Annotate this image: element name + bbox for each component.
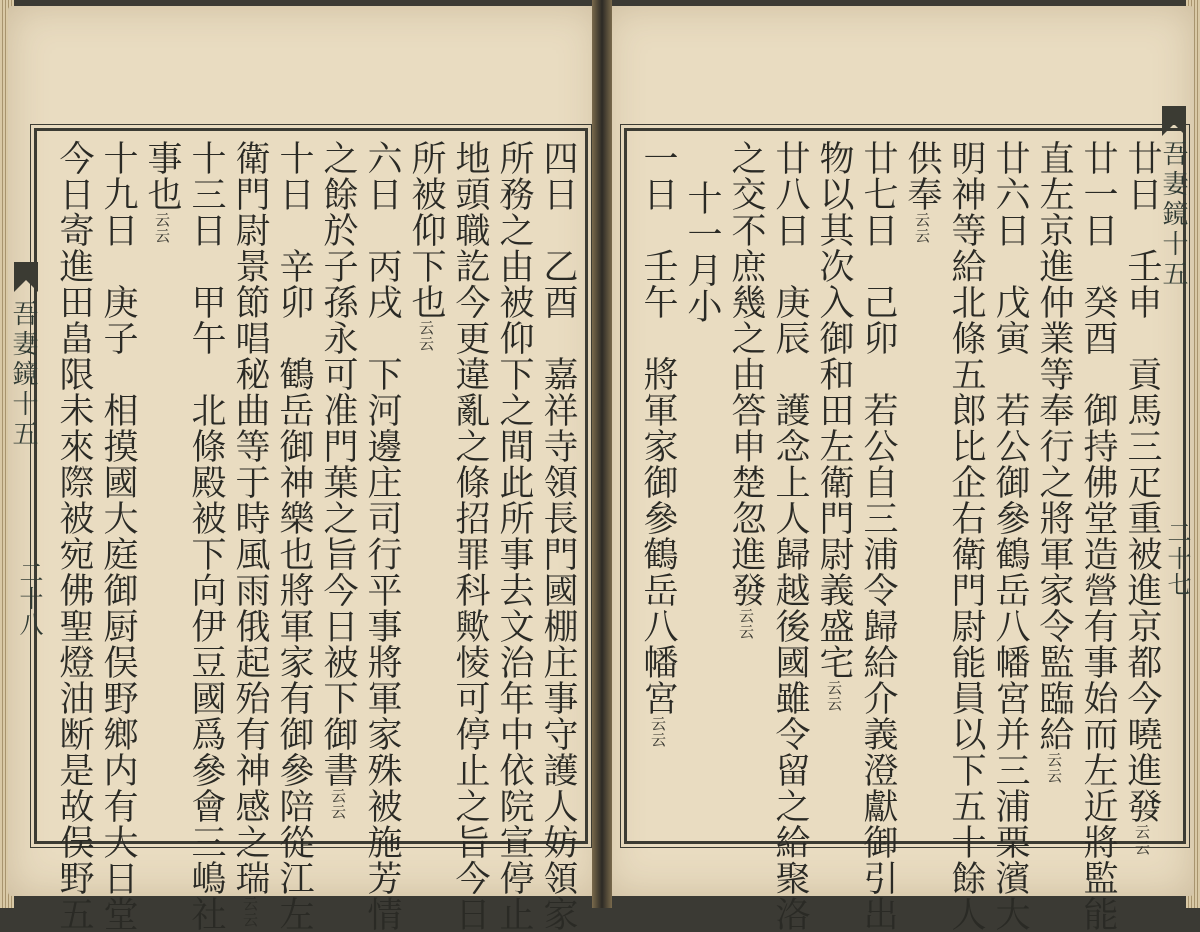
right-column-11: 十一月小 [682, 180, 722, 324]
annotation-note: 云云 [1045, 752, 1063, 784]
left-column-12: 今日寄進田畠限未來際被宛佛聖燈油断是故俣野五 [54, 140, 94, 932]
annotation-note: 云云 [241, 896, 259, 928]
left-column-5: 六日 丙戌 下河邊庄司行平事將軍家殊被施芳情 [362, 140, 402, 932]
right-margin-title: 吾妻鏡十五 [1158, 140, 1188, 290]
annotation-note: 云云 [913, 212, 931, 244]
annotation-note: 云云 [329, 788, 347, 820]
left-column-9: 十三日 甲午 北條殿被下向伊豆國爲參會三嶋社 [186, 140, 226, 932]
annotation-note: 云云 [737, 608, 755, 640]
right-page-number: 二十七 [1163, 520, 1191, 598]
left-column-11: 十九日 庚子 相摸國大庭御厨俣野鄉内有大日堂 [98, 140, 138, 932]
left-column-8: 衛門尉景節唱秘曲等于時風雨俄起殆有神感之瑞云云 [230, 140, 270, 928]
right-column-4: 廿六日 戊寅 若公御參鶴岳八幡宮并三浦栗濱大 [990, 140, 1030, 932]
left-column-2: 所務之由被仰下之間此所事去文治年中依院宣停止 [494, 140, 534, 932]
annotation-note: 云云 [153, 212, 171, 244]
right-column-9: 廿八日 庚辰 護念上人歸越後國雖令留之給聚洛 [770, 140, 810, 932]
right-column-6: 供奉云云 [902, 140, 942, 244]
left-column-3: 地頭職訖今更違亂之條招罪科歟㥄可停止之旨今日 [450, 140, 490, 932]
right-column-2: 廿一日 癸酉 御持佛堂造營有事始而左近將監能 [1078, 140, 1118, 932]
right-column-3: 直左京進仲業等奉行之將軍家令監臨給云云 [1034, 140, 1074, 784]
left-margin-title: 吾妻鏡十五 [8, 300, 38, 450]
book-gutter [592, 0, 612, 908]
annotation-note: 云云 [417, 320, 435, 352]
left-column-1: 四日 乙酉 嘉祥寺領長門國棚庄事守護人妨領家 [538, 140, 578, 932]
annotation-note: 云云 [649, 716, 667, 748]
left-column-4: 所被仰下也云云 [406, 140, 446, 352]
left-column-6: 之餘於子孫永可准門葉之旨今日被下御書云云 [318, 140, 358, 820]
annotation-note: 云云 [1133, 824, 1151, 856]
right-column-10: 之交不庶幾之由答申楚忽進發云云 [726, 140, 766, 640]
right-column-1: 廿日 壬申 貢馬三疋重被進京都今曉進發云云 [1122, 140, 1162, 856]
right-column-7: 廿七日 己卯 若公自三浦令歸給介義澄獻御引出 [858, 140, 898, 932]
left-column-10: 事也云云 [142, 140, 182, 244]
right-column-5: 明神等給北條五郎比企右衛門尉能員以下五十餘人 [946, 140, 986, 932]
left-column-7: 十日 辛卯 鶴岳御神樂也將軍家有御參陪從江左 [274, 140, 314, 932]
annotation-note: 云云 [825, 680, 843, 712]
right-column-8: 物以其次入御和田左衛門尉義盛宅云云 [814, 140, 854, 712]
left-page-number: 二十八 [15, 560, 43, 638]
right-column-12: 一日 壬午 將軍家御參鶴岳八幡宮云云 [638, 140, 678, 748]
